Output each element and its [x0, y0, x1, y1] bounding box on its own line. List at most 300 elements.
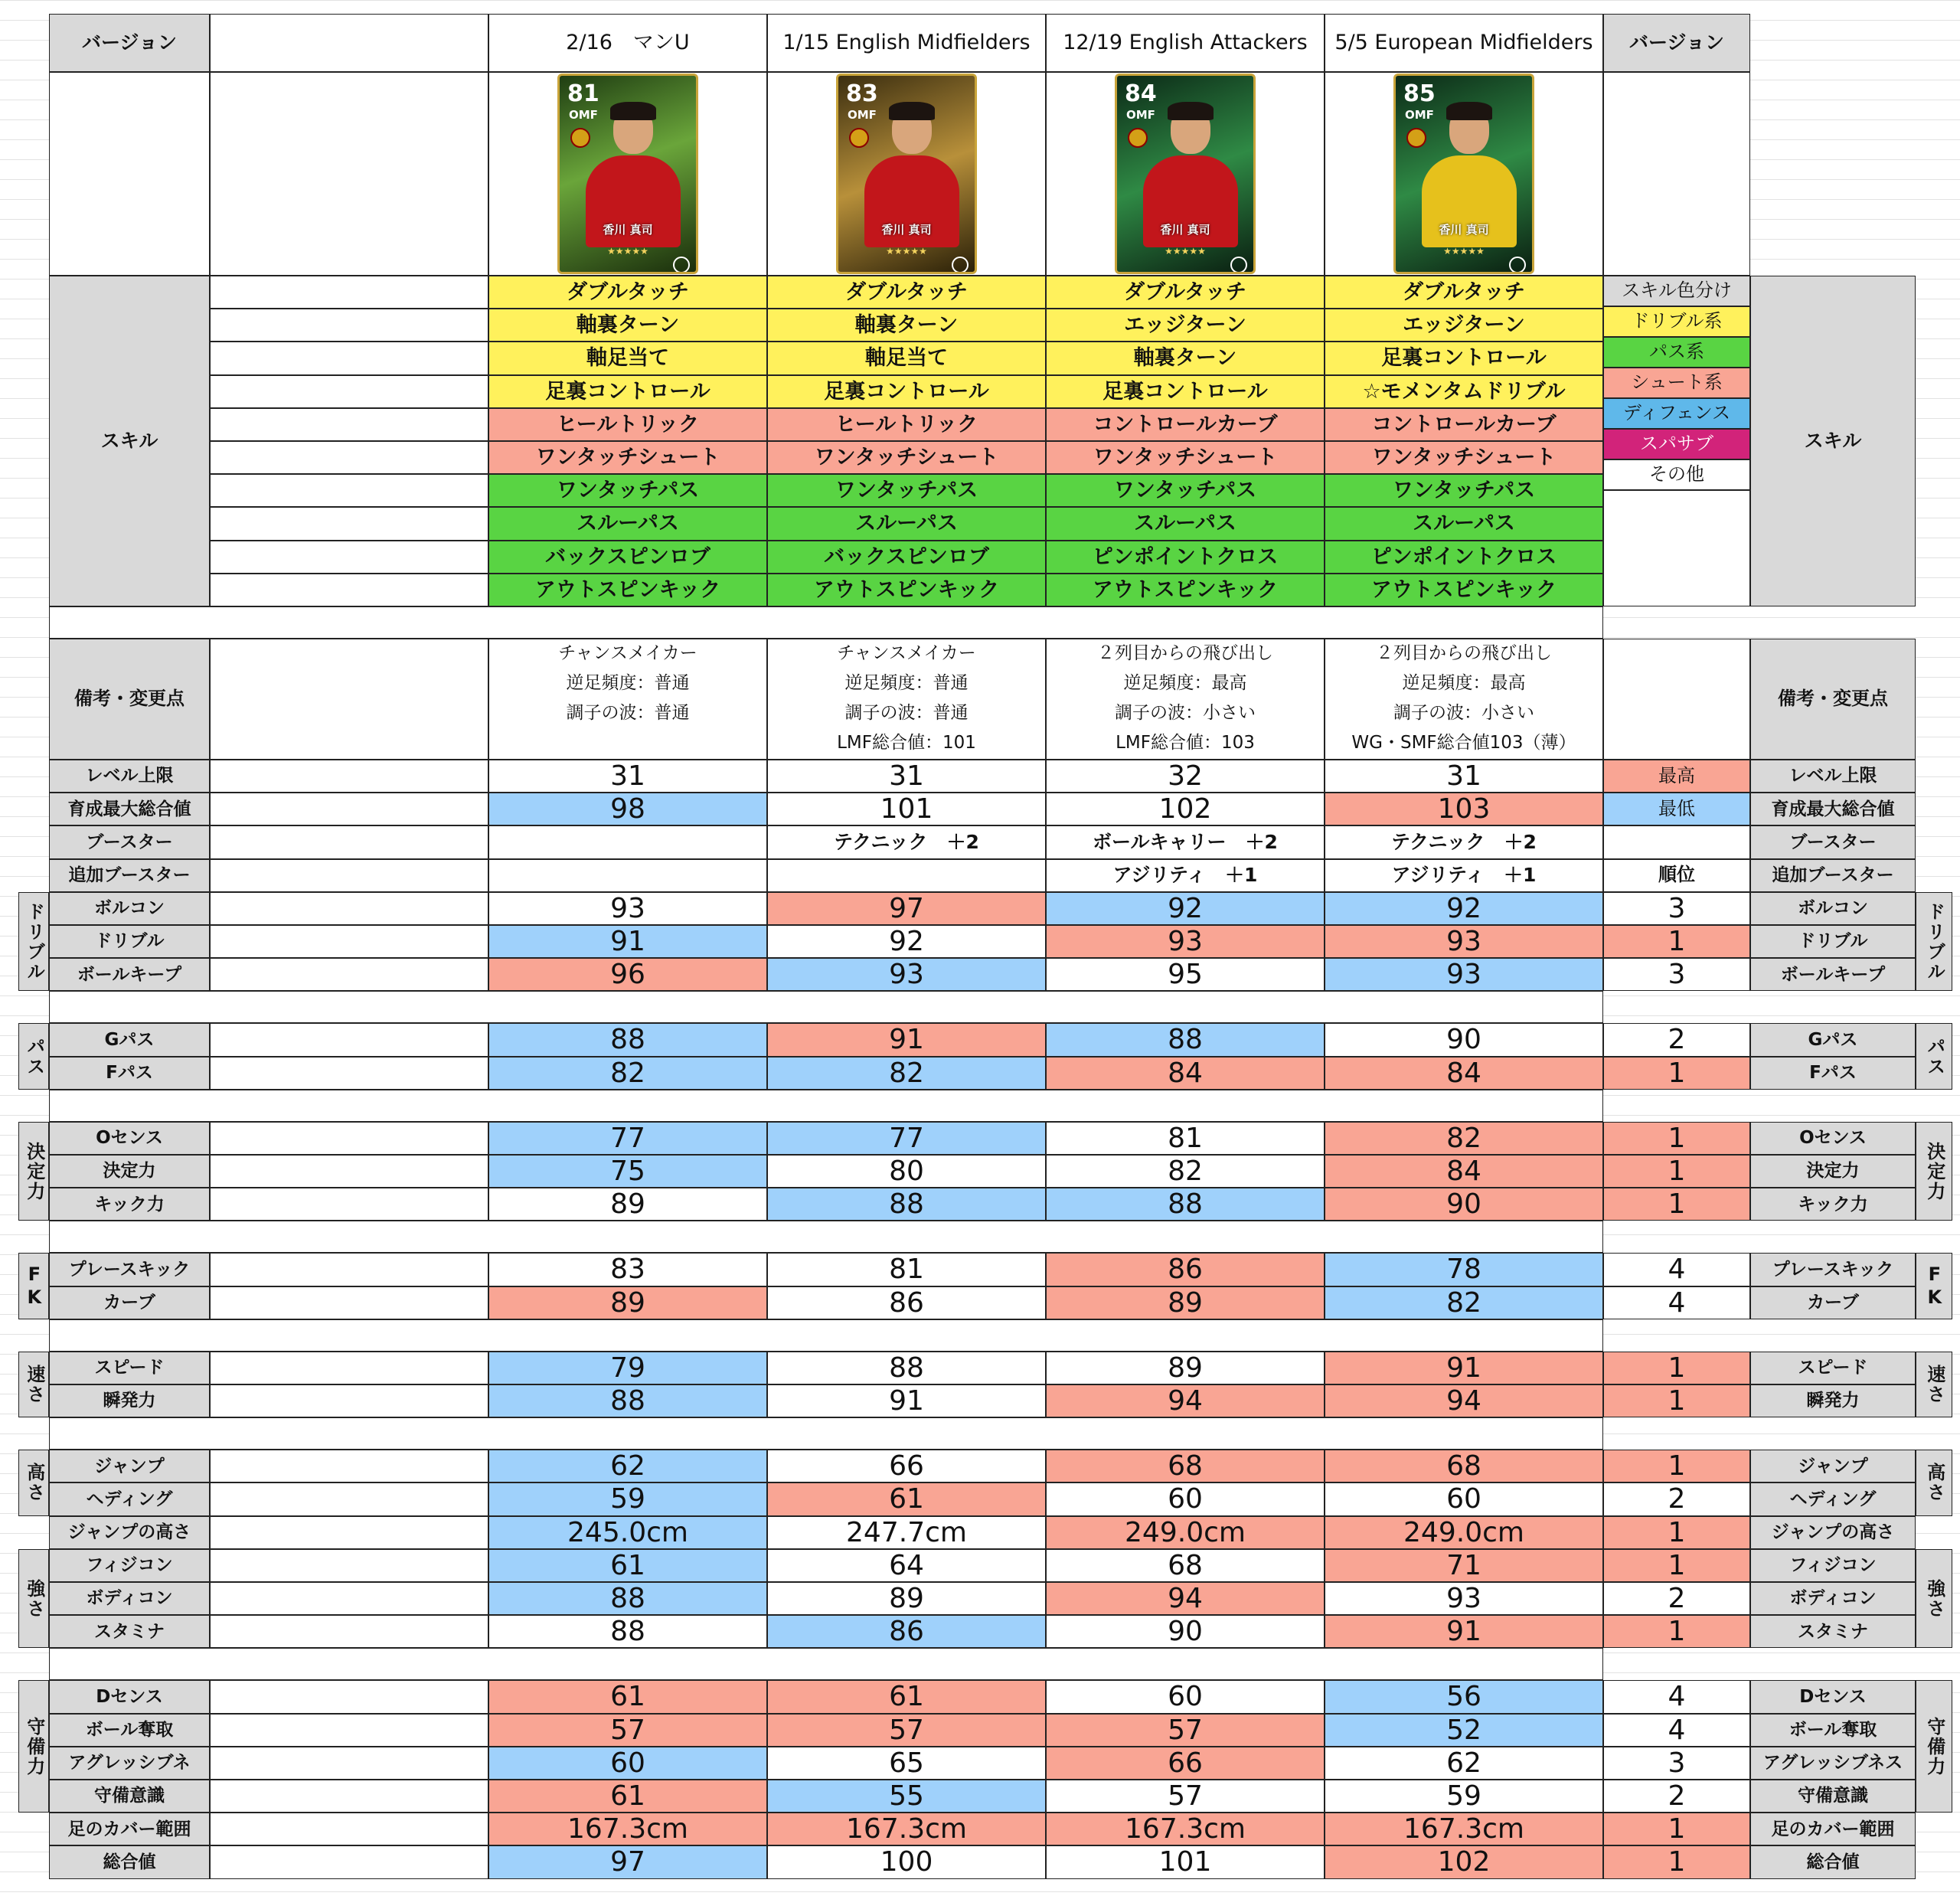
- skill-label-right[interactable]: [1750, 276, 1916, 606]
- value-cell[interactable]: [488, 859, 767, 892]
- skill-cell[interactable]: [488, 408, 767, 441]
- skill-cell[interactable]: [1325, 309, 1603, 342]
- stat-value[interactable]: [488, 1516, 767, 1549]
- blank-cell[interactable]: [210, 1615, 488, 1648]
- stat-label-right[interactable]: [1750, 1747, 1916, 1780]
- stat-value[interactable]: [1325, 1188, 1603, 1221]
- stat-value[interactable]: [488, 1582, 767, 1615]
- legend-cell[interactable]: [1603, 760, 1750, 793]
- stat-value[interactable]: [488, 1023, 767, 1056]
- value-cell[interactable]: [1325, 793, 1603, 825]
- stat-label-right[interactable]: [1750, 1680, 1916, 1713]
- value-cell[interactable]: [488, 760, 767, 793]
- player-card[interactable]: [557, 74, 698, 274]
- spacer-row[interactable]: [49, 1090, 1603, 1122]
- rank-value[interactable]: [1603, 925, 1750, 958]
- skill-cell[interactable]: [488, 309, 767, 342]
- stat-value[interactable]: [488, 1352, 767, 1384]
- rank-value[interactable]: [1603, 1747, 1750, 1780]
- stat-label-right[interactable]: [1750, 925, 1916, 958]
- group-side-label-right[interactable]: [1916, 1023, 1952, 1089]
- rank-value[interactable]: [1603, 1122, 1750, 1155]
- stat-value[interactable]: [1325, 1253, 1603, 1286]
- stat-value[interactable]: [767, 1450, 1046, 1482]
- stat-label[interactable]: [49, 958, 210, 991]
- stat-value[interactable]: [1325, 1680, 1603, 1713]
- stat-value[interactable]: [1325, 1549, 1603, 1582]
- blank-cell[interactable]: [210, 309, 488, 342]
- group-side-label-right[interactable]: [1916, 1549, 1952, 1649]
- version-cell[interactable]: [767, 14, 1046, 72]
- skill-cell[interactable]: [1046, 375, 1325, 408]
- stat-value[interactable]: [767, 1714, 1046, 1747]
- blank-cell[interactable]: [1603, 490, 1750, 606]
- stat-value[interactable]: [488, 1188, 767, 1221]
- stat-value[interactable]: [488, 1450, 767, 1482]
- stat-value[interactable]: [767, 1253, 1046, 1286]
- value-cell[interactable]: [1046, 760, 1325, 793]
- stat-label[interactable]: [49, 1450, 210, 1482]
- version-cell[interactable]: [488, 14, 767, 72]
- legend-item[interactable]: [1603, 398, 1750, 429]
- stat-value[interactable]: [1046, 1549, 1325, 1582]
- stat-label-right[interactable]: [1750, 1352, 1916, 1384]
- skill-cell[interactable]: [488, 375, 767, 408]
- stat-label-right[interactable]: [1750, 1188, 1916, 1221]
- skill-cell[interactable]: [767, 375, 1046, 408]
- blank-cell[interactable]: [210, 276, 488, 309]
- blank-cell[interactable]: [210, 892, 488, 925]
- stat-label[interactable]: [49, 1384, 210, 1417]
- blank-cell[interactable]: [210, 639, 488, 760]
- stat-value[interactable]: [1325, 1286, 1603, 1319]
- stat-value[interactable]: [1046, 1516, 1325, 1549]
- rank-value[interactable]: [1603, 1615, 1750, 1648]
- stat-label[interactable]: [49, 1845, 210, 1878]
- stat-value[interactable]: [1325, 1122, 1603, 1155]
- notes-cell[interactable]: [488, 639, 767, 760]
- skill-cell[interactable]: [1046, 441, 1325, 474]
- spacer-row[interactable]: [49, 991, 1603, 1023]
- stat-label-right[interactable]: [1750, 1714, 1916, 1747]
- notes-cell[interactable]: [1046, 639, 1325, 760]
- stat-value[interactable]: [1325, 1615, 1603, 1648]
- stat-label[interactable]: [49, 892, 210, 925]
- stat-label[interactable]: [49, 1780, 210, 1813]
- rank-value[interactable]: [1603, 1253, 1750, 1286]
- row-label-right[interactable]: [1750, 825, 1916, 858]
- stat-value[interactable]: [767, 1482, 1046, 1515]
- group-side-label[interactable]: [18, 1122, 49, 1221]
- stat-value[interactable]: [1046, 892, 1325, 925]
- skill-cell[interactable]: [767, 507, 1046, 540]
- skill-cell[interactable]: [1046, 276, 1325, 309]
- notes-cell[interactable]: [1325, 639, 1603, 760]
- blank-cell[interactable]: [210, 958, 488, 991]
- stat-label[interactable]: [49, 1680, 210, 1713]
- blank-cell[interactable]: [210, 1845, 488, 1878]
- skill-cell[interactable]: [1046, 507, 1325, 540]
- stat-label-right[interactable]: [1750, 1450, 1916, 1482]
- stat-value[interactable]: [1046, 1482, 1325, 1515]
- skill-cell[interactable]: [1046, 541, 1325, 574]
- legend-item[interactable]: [1603, 306, 1750, 337]
- rank-value[interactable]: [1603, 1845, 1750, 1878]
- value-cell[interactable]: [1325, 859, 1603, 892]
- stat-value[interactable]: [1325, 1780, 1603, 1813]
- blank-cell[interactable]: [210, 793, 488, 825]
- value-cell[interactable]: [488, 793, 767, 825]
- blank-cell[interactable]: [1603, 825, 1750, 858]
- stat-label[interactable]: [49, 1286, 210, 1319]
- group-side-label[interactable]: [18, 1549, 49, 1649]
- blank-cell[interactable]: [210, 1450, 488, 1482]
- version-cell[interactable]: [1325, 14, 1603, 72]
- stat-value[interactable]: [1046, 1384, 1325, 1417]
- rank-value[interactable]: [1603, 1155, 1750, 1188]
- blank-cell[interactable]: [210, 441, 488, 474]
- rank-value[interactable]: [1603, 1549, 1750, 1582]
- rank-value[interactable]: [1603, 1188, 1750, 1221]
- stat-value[interactable]: [1046, 925, 1325, 958]
- stat-value[interactable]: [1046, 1747, 1325, 1780]
- stat-value[interactable]: [767, 892, 1046, 925]
- blank-cell[interactable]: [210, 1122, 488, 1155]
- stat-value[interactable]: [1325, 1482, 1603, 1515]
- stat-value[interactable]: [1046, 1813, 1325, 1845]
- stat-value[interactable]: [1325, 1155, 1603, 1188]
- stat-value[interactable]: [767, 1582, 1046, 1615]
- rank-value[interactable]: [1603, 1516, 1750, 1549]
- legend-item[interactable]: [1603, 337, 1750, 368]
- notes-cell[interactable]: [767, 639, 1046, 760]
- blank-cell[interactable]: [210, 1253, 488, 1286]
- stat-value[interactable]: [1046, 1615, 1325, 1648]
- skill-cell[interactable]: [1325, 507, 1603, 540]
- stat-value[interactable]: [488, 1122, 767, 1155]
- stat-label-right[interactable]: [1750, 1253, 1916, 1286]
- stat-value[interactable]: [488, 958, 767, 991]
- stat-label-right[interactable]: [1750, 1516, 1916, 1549]
- value-cell[interactable]: [767, 793, 1046, 825]
- rank-value[interactable]: [1603, 1813, 1750, 1845]
- stat-value[interactable]: [488, 1714, 767, 1747]
- blank-cell[interactable]: [210, 1155, 488, 1188]
- spacer-row[interactable]: [49, 1417, 1603, 1450]
- version-header[interactable]: [49, 14, 210, 72]
- skill-cell[interactable]: [488, 541, 767, 574]
- blank-cell[interactable]: [210, 1747, 488, 1780]
- stat-value[interactable]: [488, 1813, 767, 1845]
- blank-cell[interactable]: [210, 574, 488, 606]
- stat-value[interactable]: [1325, 1813, 1603, 1845]
- stat-value[interactable]: [767, 1780, 1046, 1813]
- blank-cell[interactable]: [210, 1813, 488, 1845]
- stat-value[interactable]: [767, 1122, 1046, 1155]
- rank-value[interactable]: [1603, 1582, 1750, 1615]
- stat-value[interactable]: [1046, 1780, 1325, 1813]
- group-side-label[interactable]: [18, 892, 49, 992]
- blank-cell[interactable]: [1603, 639, 1750, 760]
- stat-value[interactable]: [488, 892, 767, 925]
- skill-cell[interactable]: [1325, 375, 1603, 408]
- stat-label[interactable]: [49, 1122, 210, 1155]
- blank-cell[interactable]: [210, 507, 488, 540]
- group-side-label-right[interactable]: [1916, 1680, 1952, 1813]
- stat-value[interactable]: [767, 1352, 1046, 1384]
- row-label[interactable]: [49, 793, 210, 825]
- value-cell[interactable]: [1046, 859, 1325, 892]
- blank-cell[interactable]: [210, 1384, 488, 1417]
- stat-value[interactable]: [488, 1680, 767, 1713]
- stat-label-right[interactable]: [1750, 1813, 1916, 1845]
- group-side-label[interactable]: [18, 1680, 49, 1813]
- stat-value[interactable]: [767, 1549, 1046, 1582]
- stat-label-right[interactable]: [1750, 1482, 1916, 1515]
- blank-cell[interactable]: [210, 375, 488, 408]
- stat-value[interactable]: [1325, 1714, 1603, 1747]
- stat-label-right[interactable]: [1750, 958, 1916, 991]
- stat-value[interactable]: [1325, 1450, 1603, 1482]
- legend-item[interactable]: [1603, 368, 1750, 398]
- blank-cell[interactable]: [210, 760, 488, 793]
- stat-value[interactable]: [767, 1188, 1046, 1221]
- value-cell[interactable]: [1325, 825, 1603, 858]
- stat-value[interactable]: [767, 1747, 1046, 1780]
- stat-value[interactable]: [488, 1549, 767, 1582]
- row-label-right[interactable]: [1750, 859, 1916, 892]
- skill-cell[interactable]: [767, 408, 1046, 441]
- skill-cell[interactable]: [1325, 474, 1603, 507]
- stat-value[interactable]: [1325, 1352, 1603, 1384]
- version-header-right[interactable]: [1603, 14, 1750, 72]
- blank-cell[interactable]: [210, 1549, 488, 1582]
- blank-cell[interactable]: [210, 1680, 488, 1713]
- rank-value[interactable]: [1603, 1482, 1750, 1515]
- stat-value[interactable]: [1046, 1450, 1325, 1482]
- stat-value[interactable]: [1325, 958, 1603, 991]
- stat-label[interactable]: [49, 1057, 210, 1090]
- blank-cell[interactable]: [210, 408, 488, 441]
- skill-label[interactable]: [49, 276, 210, 606]
- legend-title[interactable]: [1603, 276, 1750, 306]
- stat-value[interactable]: [767, 1023, 1046, 1056]
- stat-value[interactable]: [1046, 1582, 1325, 1615]
- stat-label[interactable]: [49, 1747, 210, 1780]
- stat-label[interactable]: [49, 1188, 210, 1221]
- stat-label-right[interactable]: [1750, 1845, 1916, 1878]
- player-card[interactable]: [836, 74, 977, 274]
- skill-cell[interactable]: [767, 541, 1046, 574]
- rank-value[interactable]: [1603, 1286, 1750, 1319]
- stat-value[interactable]: [1325, 1582, 1603, 1615]
- stat-value[interactable]: [1325, 1057, 1603, 1090]
- stat-value[interactable]: [488, 1482, 767, 1515]
- group-side-label[interactable]: [18, 1450, 49, 1515]
- stat-label[interactable]: [49, 1155, 210, 1188]
- rank-value[interactable]: [1603, 1023, 1750, 1056]
- value-cell[interactable]: [1325, 760, 1603, 793]
- stat-label[interactable]: [49, 1813, 210, 1845]
- stat-value[interactable]: [1046, 1023, 1325, 1056]
- stat-value[interactable]: [488, 925, 767, 958]
- stat-label-right[interactable]: [1750, 1286, 1916, 1319]
- stat-value[interactable]: [767, 1845, 1046, 1878]
- blank-cell[interactable]: [210, 541, 488, 574]
- stat-value[interactable]: [1046, 1253, 1325, 1286]
- skill-cell[interactable]: [767, 574, 1046, 606]
- skill-cell[interactable]: [767, 474, 1046, 507]
- row-label-right[interactable]: [1750, 793, 1916, 825]
- stat-value[interactable]: [767, 1155, 1046, 1188]
- stat-label-right[interactable]: [1750, 1023, 1916, 1056]
- skill-cell[interactable]: [488, 474, 767, 507]
- blank-cell[interactable]: [210, 1023, 488, 1056]
- stat-value[interactable]: [1046, 1057, 1325, 1090]
- value-cell[interactable]: [1046, 793, 1325, 825]
- spacer-row[interactable]: [49, 1319, 1603, 1352]
- skill-cell[interactable]: [1325, 408, 1603, 441]
- stat-value[interactable]: [767, 1384, 1046, 1417]
- skill-cell[interactable]: [1325, 342, 1603, 374]
- skill-cell[interactable]: [767, 309, 1046, 342]
- rank-value[interactable]: [1603, 1352, 1750, 1384]
- stat-value[interactable]: [488, 1057, 767, 1090]
- stat-label-right[interactable]: [1750, 1780, 1916, 1813]
- skill-cell[interactable]: [1046, 408, 1325, 441]
- blank-cell[interactable]: [1603, 72, 1750, 276]
- skill-cell[interactable]: [1325, 574, 1603, 606]
- stat-value[interactable]: [488, 1845, 767, 1878]
- value-cell[interactable]: [767, 760, 1046, 793]
- stat-value[interactable]: [488, 1747, 767, 1780]
- skill-cell[interactable]: [1046, 574, 1325, 606]
- stat-label[interactable]: [49, 1352, 210, 1384]
- rank-value[interactable]: [1603, 958, 1750, 991]
- spacer-row[interactable]: [49, 1221, 1603, 1253]
- rank-header[interactable]: [1603, 859, 1750, 892]
- stat-label[interactable]: [49, 1615, 210, 1648]
- rank-value[interactable]: [1603, 1714, 1750, 1747]
- row-label[interactable]: [49, 859, 210, 892]
- rank-value[interactable]: [1603, 1780, 1750, 1813]
- stat-label[interactable]: [49, 1023, 210, 1056]
- blank-cell[interactable]: [210, 925, 488, 958]
- row-label[interactable]: [49, 760, 210, 793]
- stat-value[interactable]: [767, 1615, 1046, 1648]
- stat-value[interactable]: [488, 1780, 767, 1813]
- stat-label[interactable]: [49, 1516, 210, 1549]
- stat-label-right[interactable]: [1750, 1384, 1916, 1417]
- blank-cell[interactable]: [210, 1516, 488, 1549]
- stat-value[interactable]: [767, 1057, 1046, 1090]
- stat-value[interactable]: [488, 1155, 767, 1188]
- group-side-label-right[interactable]: [1916, 1253, 1952, 1319]
- stat-label[interactable]: [49, 1549, 210, 1582]
- stat-value[interactable]: [1325, 1023, 1603, 1056]
- player-card[interactable]: [1393, 74, 1534, 274]
- skill-cell[interactable]: [488, 276, 767, 309]
- stat-value[interactable]: [1046, 1286, 1325, 1319]
- skill-cell[interactable]: [767, 276, 1046, 309]
- skill-cell[interactable]: [1046, 474, 1325, 507]
- rank-value[interactable]: [1603, 892, 1750, 925]
- stat-label-right[interactable]: [1750, 1155, 1916, 1188]
- blank-cell[interactable]: [210, 1057, 488, 1090]
- blank-cell[interactable]: [210, 1482, 488, 1515]
- stat-value[interactable]: [767, 1813, 1046, 1845]
- stat-value[interactable]: [767, 925, 1046, 958]
- legend-item[interactable]: [1603, 459, 1750, 490]
- stat-value[interactable]: [1046, 1714, 1325, 1747]
- skill-cell[interactable]: [1325, 441, 1603, 474]
- stat-value[interactable]: [1325, 1516, 1603, 1549]
- stat-value[interactable]: [767, 958, 1046, 991]
- stat-label[interactable]: [49, 1714, 210, 1747]
- spacer-row[interactable]: [49, 606, 1603, 639]
- blank-cell[interactable]: [49, 72, 210, 276]
- blank-cell[interactable]: [210, 1352, 488, 1384]
- group-side-label-right[interactable]: [1916, 1352, 1952, 1417]
- blank-cell[interactable]: [210, 342, 488, 374]
- stat-label[interactable]: [49, 1253, 210, 1286]
- skill-cell[interactable]: [488, 441, 767, 474]
- blank-cell[interactable]: [210, 1188, 488, 1221]
- stat-label[interactable]: [49, 1482, 210, 1515]
- group-side-label[interactable]: [18, 1352, 49, 1417]
- blank-cell[interactable]: [210, 474, 488, 507]
- stat-value[interactable]: [1046, 1155, 1325, 1188]
- skill-cell[interactable]: [1046, 342, 1325, 374]
- stat-value[interactable]: [1325, 892, 1603, 925]
- value-cell[interactable]: [1046, 825, 1325, 858]
- blank-cell[interactable]: [210, 1286, 488, 1319]
- blank-cell[interactable]: [210, 859, 488, 892]
- group-side-label[interactable]: [18, 1023, 49, 1089]
- rank-value[interactable]: [1603, 1384, 1750, 1417]
- legend-item[interactable]: [1603, 429, 1750, 459]
- skill-cell[interactable]: [767, 342, 1046, 374]
- stat-value[interactable]: [488, 1286, 767, 1319]
- blank-cell[interactable]: [210, 1780, 488, 1813]
- stat-label-right[interactable]: [1750, 1582, 1916, 1615]
- stat-value[interactable]: [1325, 1845, 1603, 1878]
- row-label-right[interactable]: [1750, 760, 1916, 793]
- stat-value[interactable]: [1325, 1747, 1603, 1780]
- stat-label[interactable]: [49, 1582, 210, 1615]
- notes-label-right[interactable]: [1750, 639, 1916, 760]
- stat-label-right[interactable]: [1750, 892, 1916, 925]
- blank-cell[interactable]: [210, 1582, 488, 1615]
- value-cell[interactable]: [488, 825, 767, 858]
- stat-value[interactable]: [1325, 1384, 1603, 1417]
- legend-cell[interactable]: [1603, 793, 1750, 825]
- group-side-label-right[interactable]: [1916, 892, 1952, 992]
- blank-cell[interactable]: [210, 72, 488, 276]
- stat-value[interactable]: [1325, 925, 1603, 958]
- row-label[interactable]: [49, 825, 210, 858]
- stat-label-right[interactable]: [1750, 1549, 1916, 1582]
- skill-cell[interactable]: [488, 507, 767, 540]
- stat-value[interactable]: [1046, 1188, 1325, 1221]
- stat-value[interactable]: [767, 1516, 1046, 1549]
- skill-cell[interactable]: [488, 574, 767, 606]
- stat-value[interactable]: [488, 1615, 767, 1648]
- rank-value[interactable]: [1603, 1680, 1750, 1713]
- stat-value[interactable]: [1046, 958, 1325, 991]
- blank-cell[interactable]: [210, 14, 488, 72]
- blank-cell[interactable]: [210, 1714, 488, 1747]
